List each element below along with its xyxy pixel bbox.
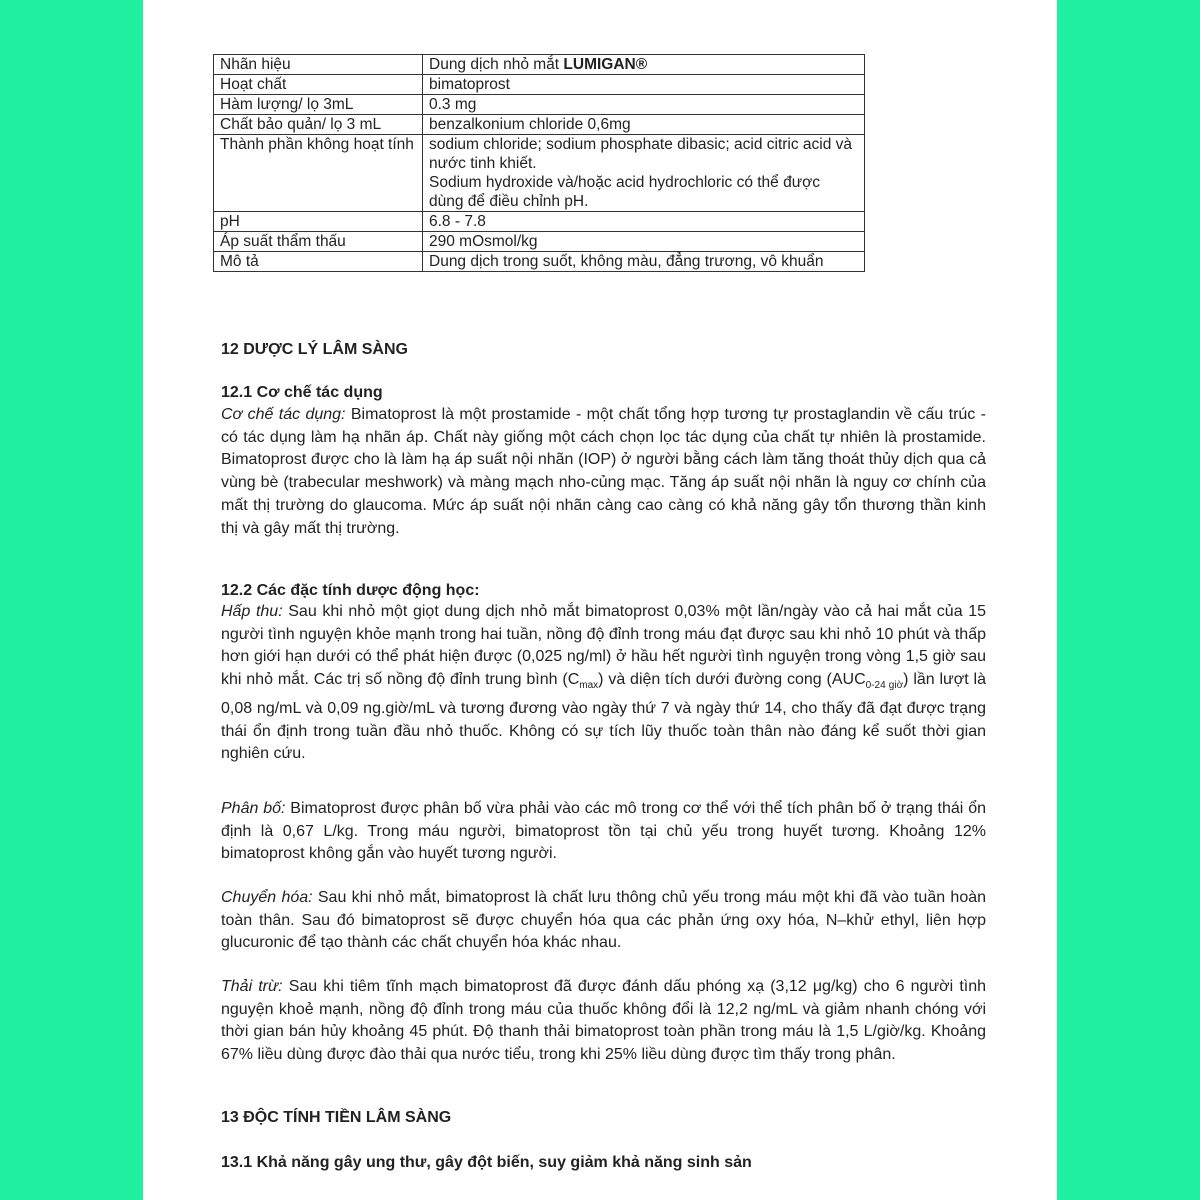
table-value: benzalkonium chloride 0,6mg	[423, 115, 865, 135]
excretion-paragraph: Thải trừ: Sau khi tiêm tĩnh mạch bimatoprost đã được đánh dấu phóng xạ (3,12 μg/kg) cho 6 người tình nguyện khoẻ mạnh, nồng độ đỉnh trong máu của thuốc không đổi là 12,2 ng/mL và giảm nhanh chóng với thời gian bán hủy khoảng 45 phút. Độ thanh thải bimatoprost toàn phần trong máu là 1,5 L/giờ/kg. Khoảng 67% liều dùng được đào thải qua nước tiểu, trong khi 25% liều dùng được tìm thấy trong phân.	[221, 978, 987, 1064]
table-row	[214, 232, 865, 252]
absorption-label: Hấp thu:	[221, 603, 283, 620]
table-key: Áp suất thẩm thấu	[214, 232, 423, 252]
table-value: sodium chloride; sodium phosphate dibasic; acid citric acid và nước tinh khiết. Sodium hydroxide và/hoặc acid hydrochloric có thể được dùng để điều chỉnh pH.	[423, 135, 865, 212]
table-key: Mô tả	[214, 252, 423, 272]
table-row	[214, 252, 865, 272]
mechanism-paragraph: Cơ chế tác dụng: Bimatoprost là một prostamide - một chất tổng hợp tương tự prostaglandin về cấu trúc - có tác dụng làm hạ nhãn áp. Chất này giống một cách chọn lọc tác dụng của chất tự nhiên là prostamide. Bimatoprost được cho là làm hạ áp suất nội nhãn (IOP) ở người bằng cách làm tăng thoát thủy dịch qua cả vùng bè (trabecular meshwork) và màng mạch nho-củng mạc. Tăng áp suất nội nhãn là nguy cơ chính của mất thị trường do glaucoma. Mức áp suất nội nhãn càng cao càng có khả năng gây tổn thương thần kinh thị và gây mất thị trường.	[221, 406, 986, 537]
table-row	[214, 135, 865, 212]
section-12-2-heading: 12.2 Các đặc tính dược động học:	[221, 582, 480, 599]
section-12-1-heading: 12.1 Cơ chế tác dụng	[221, 384, 383, 401]
table-key: Nhãn hiệu	[214, 55, 423, 75]
metabolism-label: Chuyển hóa:	[221, 889, 313, 906]
distribution-paragraph: Phân bố: Bimatoprost được phân bố vừa phải vào các mô trong cơ thể với thể tích phân bố ở trạng thái ổn định là 0,67 L/kg. Trong máu người, bimatoprost tồn tại chủ yếu trong huyết tương. Khoảng 12% bimatoprost không gắn vào huyết tương người.	[221, 800, 986, 863]
brand-name: LUMIGAN®	[563, 56, 648, 73]
table-row	[214, 55, 865, 75]
excretion-label: Thải trừ:	[221, 978, 283, 995]
table-value: Dung dịch nhỏ mắt LUMIGAN®	[423, 55, 865, 75]
table-value: 290 mOsmol/kg	[423, 232, 865, 252]
mechanism-label: Cơ chế tác dụng:	[221, 406, 346, 423]
table-key: Chất bảo quản/ lọ 3 mL	[214, 115, 423, 135]
table-row	[214, 75, 865, 95]
table-row	[214, 115, 865, 135]
product-properties-table	[213, 54, 865, 272]
table-value: bimatoprost	[423, 75, 865, 95]
section-13-1-heading: 13.1 Khả năng gây ung thư, gây đột biến, suy giảm khả năng sinh sản	[221, 1154, 752, 1171]
table-row	[214, 212, 865, 232]
document-page	[143, 0, 1057, 1200]
absorption-paragraph: Hấp thu: Sau khi nhỏ một giọt dung dịch nhỏ mắt bimatoprost 0,03% một lần/ngày vào cả hai mắt của 15 người tình nguyện khỏe mạnh trong hai tuần, nồng độ đỉnh trong máu đạt được sau khi nhỏ 10 phút và thấp hơn giới hạn dưới có thể phát hiện được (0,025 ng/ml) ở hầu hết người tình nguyện trong vòng 1,5 giờ sau khi nhỏ mắt. Các trị số nồng độ đỉnh trung bình $(C_{max})$ và diện tích dưới đường cong $(AUC_{0-24 giờ})$ lần lượt là 0,08 ng/mL và 0,09 ng.giờ/mL và tương đương vào ngày thứ 7 và ngày thứ 14, cho thấy đã đạt được trạng thái ổn định trong tuần đầu nhỏ thuốc. Không có sự tích lũy thuốc toàn thân nào đáng kể suốt thời gian nghiên cứu.	[221, 603, 987, 763]
table-key: Thành phần không hoạt tính	[214, 135, 423, 212]
table-value: 6.8 - 7.8	[423, 212, 865, 232]
table-row	[214, 95, 865, 115]
table-key: pH	[214, 212, 423, 232]
table-value: 0.3 mg	[423, 95, 865, 115]
table-value: Dung dịch trong suốt, không màu, đẳng trương, vô khuẩn	[423, 252, 865, 272]
table-key: Hoạt chất	[214, 75, 423, 95]
metabolism-paragraph: Chuyển hóa: Sau khi nhỏ mắt, bimatoprost là chất lưu thông chủ yếu trong máu một khi đã vào tuần hoàn toàn thân. Sau đó bimatoprost sẽ được chuyển hóa qua các phản ứng oxy hóa, N–khử ethyl, liên hợp glucuronic để tạo thành các chất chuyển hóa khác nhau.	[221, 889, 987, 952]
distribution-label: Phân bố:	[221, 800, 286, 817]
table-key: Hàm lượng/ lọ 3mL	[214, 95, 423, 115]
section-12-heading: 12 DƯỢC LÝ LÂM SÀNG	[221, 341, 408, 358]
section-13-heading: 13 ĐỘC TÍNH TIỀN LÂM SÀNG	[221, 1109, 452, 1126]
